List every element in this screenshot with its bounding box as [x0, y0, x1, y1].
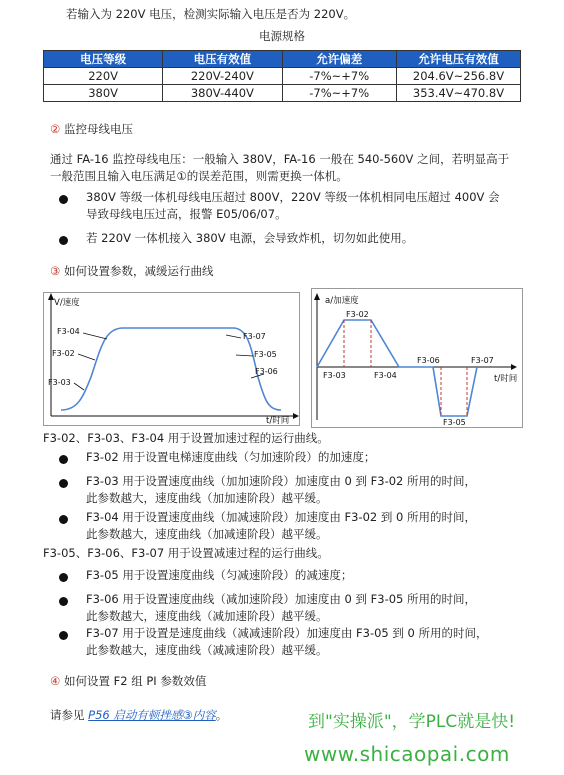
reference-link[interactable]: P56 启动有顿挫感③内容	[88, 708, 216, 722]
bullet-text: 导致母线电压过高，报警 E05/06/07。	[86, 207, 287, 221]
section-number: ②	[50, 122, 61, 136]
table-header-cell: 电压有效值	[163, 51, 282, 68]
table-caption: 电源规格	[259, 29, 305, 43]
speed-curve-figure	[43, 292, 300, 426]
intro-text: 若输入为 220V 电压，检测实际输入电压是否为 220V。	[66, 7, 356, 21]
x-axis-label: t/时间	[494, 374, 518, 384]
leader-line	[236, 355, 253, 356]
leader-line	[226, 335, 241, 338]
section-title: 监控母线电压	[63, 122, 133, 136]
table-cell: -7%~+7%	[282, 85, 396, 102]
bullet-dot	[59, 195, 68, 204]
bullet-dot	[59, 455, 68, 464]
section-3-heading	[50, 263, 213, 280]
y-axis-label: V/速度	[54, 298, 80, 308]
leader-line	[83, 333, 107, 339]
bullet-text: 380V 等级一体机母线电压超过 800V，220V 等级一体机相同电压超过 400V 会	[86, 190, 500, 204]
param-label: F3-07	[471, 356, 494, 365]
param-label: F3-03	[323, 371, 346, 380]
bullet-text: F3-02 用于设置电梯速度曲线（匀加速阶段）的加速度；	[86, 450, 376, 464]
paragraph-line: 一般范围且输入电压满足①的误差范围，则需更换一体机。	[50, 169, 348, 183]
table-header-cell: 电压等级	[44, 51, 163, 68]
table-row	[44, 68, 521, 85]
table-cell: 220V-240V	[163, 68, 282, 85]
param-label: F3-06	[417, 356, 440, 365]
param-label: F3-04	[57, 327, 80, 336]
figure-frame	[44, 293, 300, 426]
leader-line	[74, 383, 84, 390]
reference-prefix: 请参见	[50, 708, 89, 722]
section-2-heading	[50, 121, 133, 138]
section-number: ③	[50, 264, 61, 278]
y-axis-arrow	[314, 293, 320, 300]
table-cell: 353.4V~470.8V	[396, 85, 520, 102]
table-header-cell: 允许偏差	[282, 51, 396, 68]
acceleration-curve-figure	[311, 288, 523, 428]
x-axis-arrow	[293, 413, 299, 419]
table-row	[44, 85, 521, 102]
param-label: F3-04	[374, 371, 397, 380]
leader-line	[78, 354, 95, 360]
bullet-text: 此参数越大，速度曲线（减减速阶段）越平缓。	[86, 643, 328, 657]
table-header-row	[44, 51, 521, 68]
bullet-text: 若 220V 一体机接入 380V 电源，会导致炸机，切勿如此使用。	[86, 231, 414, 245]
promo-slogan: 到"实操派"，学PLC就是快!	[308, 712, 516, 732]
param-label: F3-03	[48, 378, 71, 387]
accel-heading: F3-02、F3-03、F3-04 用于设置加速过程的运行曲线。	[43, 431, 329, 445]
decel-heading: F3-05、F3-06、F3-07 用于设置减速过程的运行曲线。	[43, 546, 329, 560]
bullet-dot	[59, 631, 68, 640]
table-cell: 204.6V~256.8V	[396, 68, 520, 85]
bullet-text: 此参数越大，速度曲线（加减速阶段）越平缓。	[86, 527, 328, 541]
param-label: F3-02	[346, 310, 369, 319]
bullet-dot	[59, 236, 68, 245]
y-axis-label: a/加速度	[325, 296, 359, 306]
x-axis-arrow	[511, 364, 517, 370]
param-label: F3-02	[52, 349, 75, 358]
power-spec-table	[43, 50, 521, 102]
bullet-dot	[59, 515, 68, 524]
bullet-text: F3-03 用于设置速度曲线（加加速阶段）加速度由 0 到 F3-02 所用的时间，	[86, 474, 477, 488]
bullet-text: F3-06 用于设置速度曲线（减加速阶段）加速度由 0 到 F3-05 所用的时间，	[86, 592, 477, 606]
section-number: ④	[50, 674, 61, 688]
param-label: F3-05	[443, 418, 466, 427]
promo-url[interactable]: www.shicaopai.com	[304, 742, 510, 766]
table-header-cell: 允许电压有效值	[396, 51, 520, 68]
bullet-dot	[59, 573, 68, 582]
table-cell: -7%~+7%	[282, 68, 396, 85]
paragraph-line: 通过 FA-16 监控母线电压：一般输入 380V，FA-16 一般在 540-560V 之间，若明显高于	[50, 152, 510, 166]
reference-suffix: 。	[215, 708, 228, 722]
table-cell: 380V-440V	[163, 85, 282, 102]
section-4-heading	[50, 673, 206, 690]
param-label: F3-06	[255, 367, 278, 376]
bullet-text: 此参数越大，速度曲线（减加速阶段）越平缓。	[86, 609, 328, 623]
table-cell: 380V	[44, 85, 163, 102]
section-title: 如何设置 F2 组 PI 参数效值	[63, 674, 207, 688]
bullet-text: F3-05 用于设置速度曲线（匀减速阶段）的减速度；	[86, 568, 353, 582]
param-label: F3-05	[254, 350, 277, 359]
bullet-text: 此参数越大，速度曲线（加加速阶段）越平缓。	[86, 491, 328, 505]
param-label: F3-07	[243, 332, 266, 341]
bullet-text: F3-07 用于设置是速度曲线（减减速阶段）加速度由 F3-05 到 0 所用的时间，	[86, 626, 488, 640]
bullet-dot	[59, 479, 68, 488]
section-title: 如何设置参数，减缓运行曲线	[63, 264, 214, 278]
table-cell: 220V	[44, 68, 163, 85]
reference-line	[50, 707, 227, 724]
bullet-dot	[59, 597, 68, 606]
x-axis-label: t/时间	[266, 416, 290, 426]
bullet-text: F3-04 用于设置速度曲线（加减速阶段）加速度由 F3-02 到 0 所用的时间，	[86, 510, 477, 524]
acceleration-curve	[317, 320, 477, 416]
